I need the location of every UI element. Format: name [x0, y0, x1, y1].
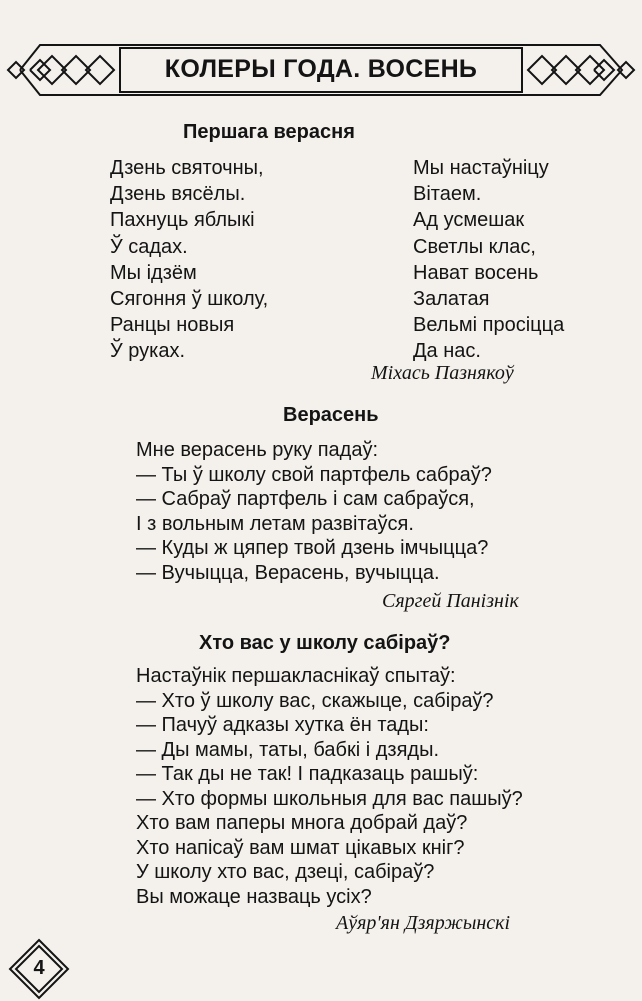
poem2-stanza [136, 438, 492, 585]
poem-line: Ў руках. [110, 340, 186, 363]
poem-line: — Ты ў школу свой партфель сабраў? [136, 463, 492, 486]
poem-line: — Вучыцца, Верасень, вучыцца. [136, 561, 440, 584]
chapter-header [0, 0, 642, 120]
poem-line: Пахнуць яблыкі [110, 209, 255, 232]
poem-line: Мы ідзём [110, 261, 197, 284]
poem-line: Сягоння ў школу, [110, 287, 269, 310]
page-number: 4 [33, 957, 45, 979]
poem-line: Хто напісаў вам шмат цікавых кніг? [136, 836, 465, 859]
poem1-author: Міхась Пазнякоў [371, 362, 514, 384]
poem-line: Нават восень [413, 261, 539, 284]
poem-line: І з вольным летам развітаўся. [136, 512, 414, 535]
poem-title-verasen: Верасень [283, 404, 379, 426]
poem-line: Мы настаўніцу [413, 157, 549, 179]
poem-line: Дзень святочны, [110, 157, 264, 179]
poem-line: Хто вам паперы многа добрай даў? [136, 812, 468, 834]
poem-line: — Ды мамы, таты, бабкі і дзяды. [136, 738, 440, 761]
chapter-title: КОЛЕРЫ ГОДА. ВОСЕНЬ [164, 55, 478, 83]
poem-line: Настаўнік першакласнікаў спытаў: [136, 665, 456, 687]
poem3-stanza [136, 664, 523, 909]
poem-line: Вітаем. [413, 183, 482, 206]
poem-line: Залатая [413, 287, 490, 310]
poem-line: Вельмі просіцца [413, 314, 565, 337]
poem1-right-column [413, 155, 564, 365]
poem-line: — Так ды не так! І падказаць рашыў: [136, 763, 479, 785]
poem2-author: Сяргей Панізнік [382, 590, 519, 612]
poem-line: Светлы клас, [413, 235, 536, 258]
poem-line: — Хто формы школьныя для вас пашыў? [136, 787, 523, 810]
poem-line: Да нас. [413, 340, 481, 363]
poem-line: У школу хто вас, дзеці, сабіраў? [136, 861, 435, 883]
poem-line: — Пачуў адказы хутка ён тады: [136, 714, 429, 736]
poem-line: — Сабраў партфель і сам сабраўся, [136, 488, 475, 510]
poem-line: Ў садах. [110, 235, 188, 258]
poem-line: Ранцы новыя [110, 314, 235, 337]
poem-line: — Хто ў школу вас, скажыце, сабіраў? [136, 689, 494, 712]
poem1-left-column [110, 155, 268, 365]
poem-line: Дзень вясёлы. [110, 183, 246, 206]
poem3-author: Аўяр'ян Дзяржынскі [336, 912, 511, 934]
poem-title-khto-vas: Хто вас у школу сабіраў? [199, 632, 451, 654]
poem-line: — Куды ж цяпер твой дзень імчыцца? [136, 537, 489, 559]
poem-line: Вы можаце назваць усіх? [136, 885, 372, 908]
poem-title-pershaga-verasnia: Першага верасня [183, 121, 355, 143]
poem-line: Ад усмешак [413, 209, 525, 232]
poem-line: Мне верасень руку падаў: [136, 439, 379, 461]
